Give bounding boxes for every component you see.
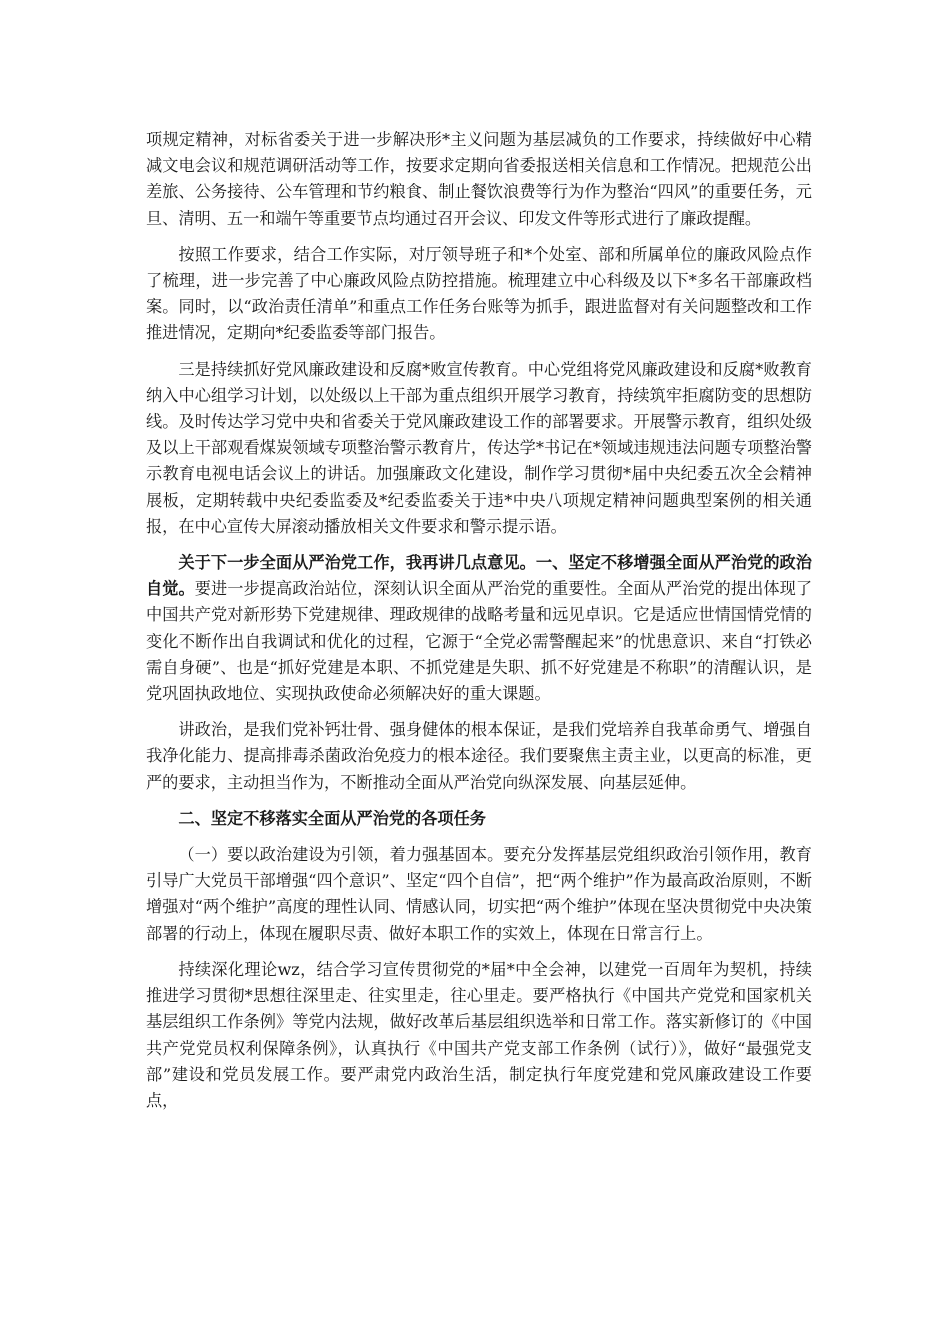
paragraph-4-body: 要进一步提高政治站位，深刻认识全面从严治党的重要性。全面从严治党的提出体现了中国共产党对新形势下党建规律、理政规律的战略考量和远见卓识。它是适应世情国情党情的变化不断作出自我调试和优化的过程，它源于“全党必需警醒起来”的忧患意识、来自“打铁必需自身硬”、也是“抓好党建是本职、不抓党建是失职、抓不好党建是不称职”的清醒认识，是党巩固执政地位、实现执政使命必须解决好的重大课题。 [146, 579, 813, 704]
paragraph-1: 项规定精神，对标省委关于进一步解决形*主义问题为基层减负的工作要求，持续做好中心精减文电会议和规范调研活动等工作，按要求定期向省委报送相关信息和工作情况。把规范公出差旅、公务接待、公车管理和节约粮食、制止餐饮浪费等行为作为整治“四风”的重要任务，元旦、清明、五一和端午等重要节点均通过召开会议、印发文件等形式进行了廉政提醒。 [146, 130, 812, 228]
paragraph-3: 三是持续抓好党风廉政建设和反腐*败宣传教育。中心党组将党风廉政建设和反腐*败教育纳入中心组学习计划，以处级以上干部为重点组织开展学习教育，持续筑牢拒腐防变的思想防线。及时传达学习党中央和省委关于党风廉政建设工作的部署要求。开展警示教育，组织处级及以上干部观看煤炭领域专项整治警示教育片，传达学*书记在*领域违规违法问题专项整治警示教育电视电话会议上的讲话。加强廉政文化建设，制作学习贯彻*届中央纪委五次全会精神展板，定期转载中央纪委监委及*纪委监委关于违*中央八项规定精神问题典型案例的相关通报，在中心宣传大屏滚动播放相关文件要求和警示提示语。 [146, 359, 812, 536]
paragraph-5: 讲政治，是我们党补钙壮骨、强身健体的根本保证，是我们党培养自我革命勇气、增强自我净化能力、提高排毒杀菌政治免疫力的根本途径。我们要聚焦主责主业，以更高的标准，更严的要求，主动担当作为，不断推动全面从严治党向纵深发展、向基层延伸。 [146, 720, 812, 792]
paragraph-7: 持续深化理论wz，结合学习宣传贯彻党的*届*中全会神，以建党一百周年为契机，持续推进学习贯彻*思想往深里走、往实里走，往心里走。要严格执行《中国共产党党和国家机关基层组织工作条例》等党内法规，做好改革后基层组织选举和日常工作。落实新修订的《中国共产党党员权利保障条例》，认真执行《中国共产党支部工作条例（试行）》，做好“最强党支部”建设和党员发展工作。要严肃党内政治生活，制定执行年度党建和党风廉政建设工作要点， [146, 959, 812, 1110]
paragraph-4-bold-lead: 关于下一步全面从严治党工作，我再讲几点意见。一、坚定不移增强全面从严治党的政治自觉。 [146, 553, 812, 599]
paragraph-6: （一）要以政治建设为引领，着力强基固本。要充分发挥基层党组织政治引领作用，教育引导广大党员干部增强“四个意识”、坚定“四个自信”，把“两个维护”作为最高政治原则，不断增强对“两个维护”高度的理性认同、情感认同，切实把“两个维护”体现在坚决贯彻党中央决策部署的行动上，体现在履职尽责、做好本职工作的实效上，体现在日常言行上。 [146, 845, 812, 943]
section-heading-2: 二、坚定不移落实全面从严治党的各项任务 [178, 808, 486, 828]
document-page [146, 127, 812, 1124]
paragraph-2: 按照工作要求，结合工作实际，对厅领导班子和*个处室、部和所属单位的廉政风险点作了梳理，进一步完善了中心廉政风险点防控措施。梳理建立中心科级及以下*多名干部廉政档案。同时，以“政治责任清单”和重点工作任务台账等为抓手，跟进监督对有关问题整改和工作推进情况，定期向*纪委监委等部门报告。 [146, 244, 812, 343]
paragraph-4 [146, 550, 812, 707]
